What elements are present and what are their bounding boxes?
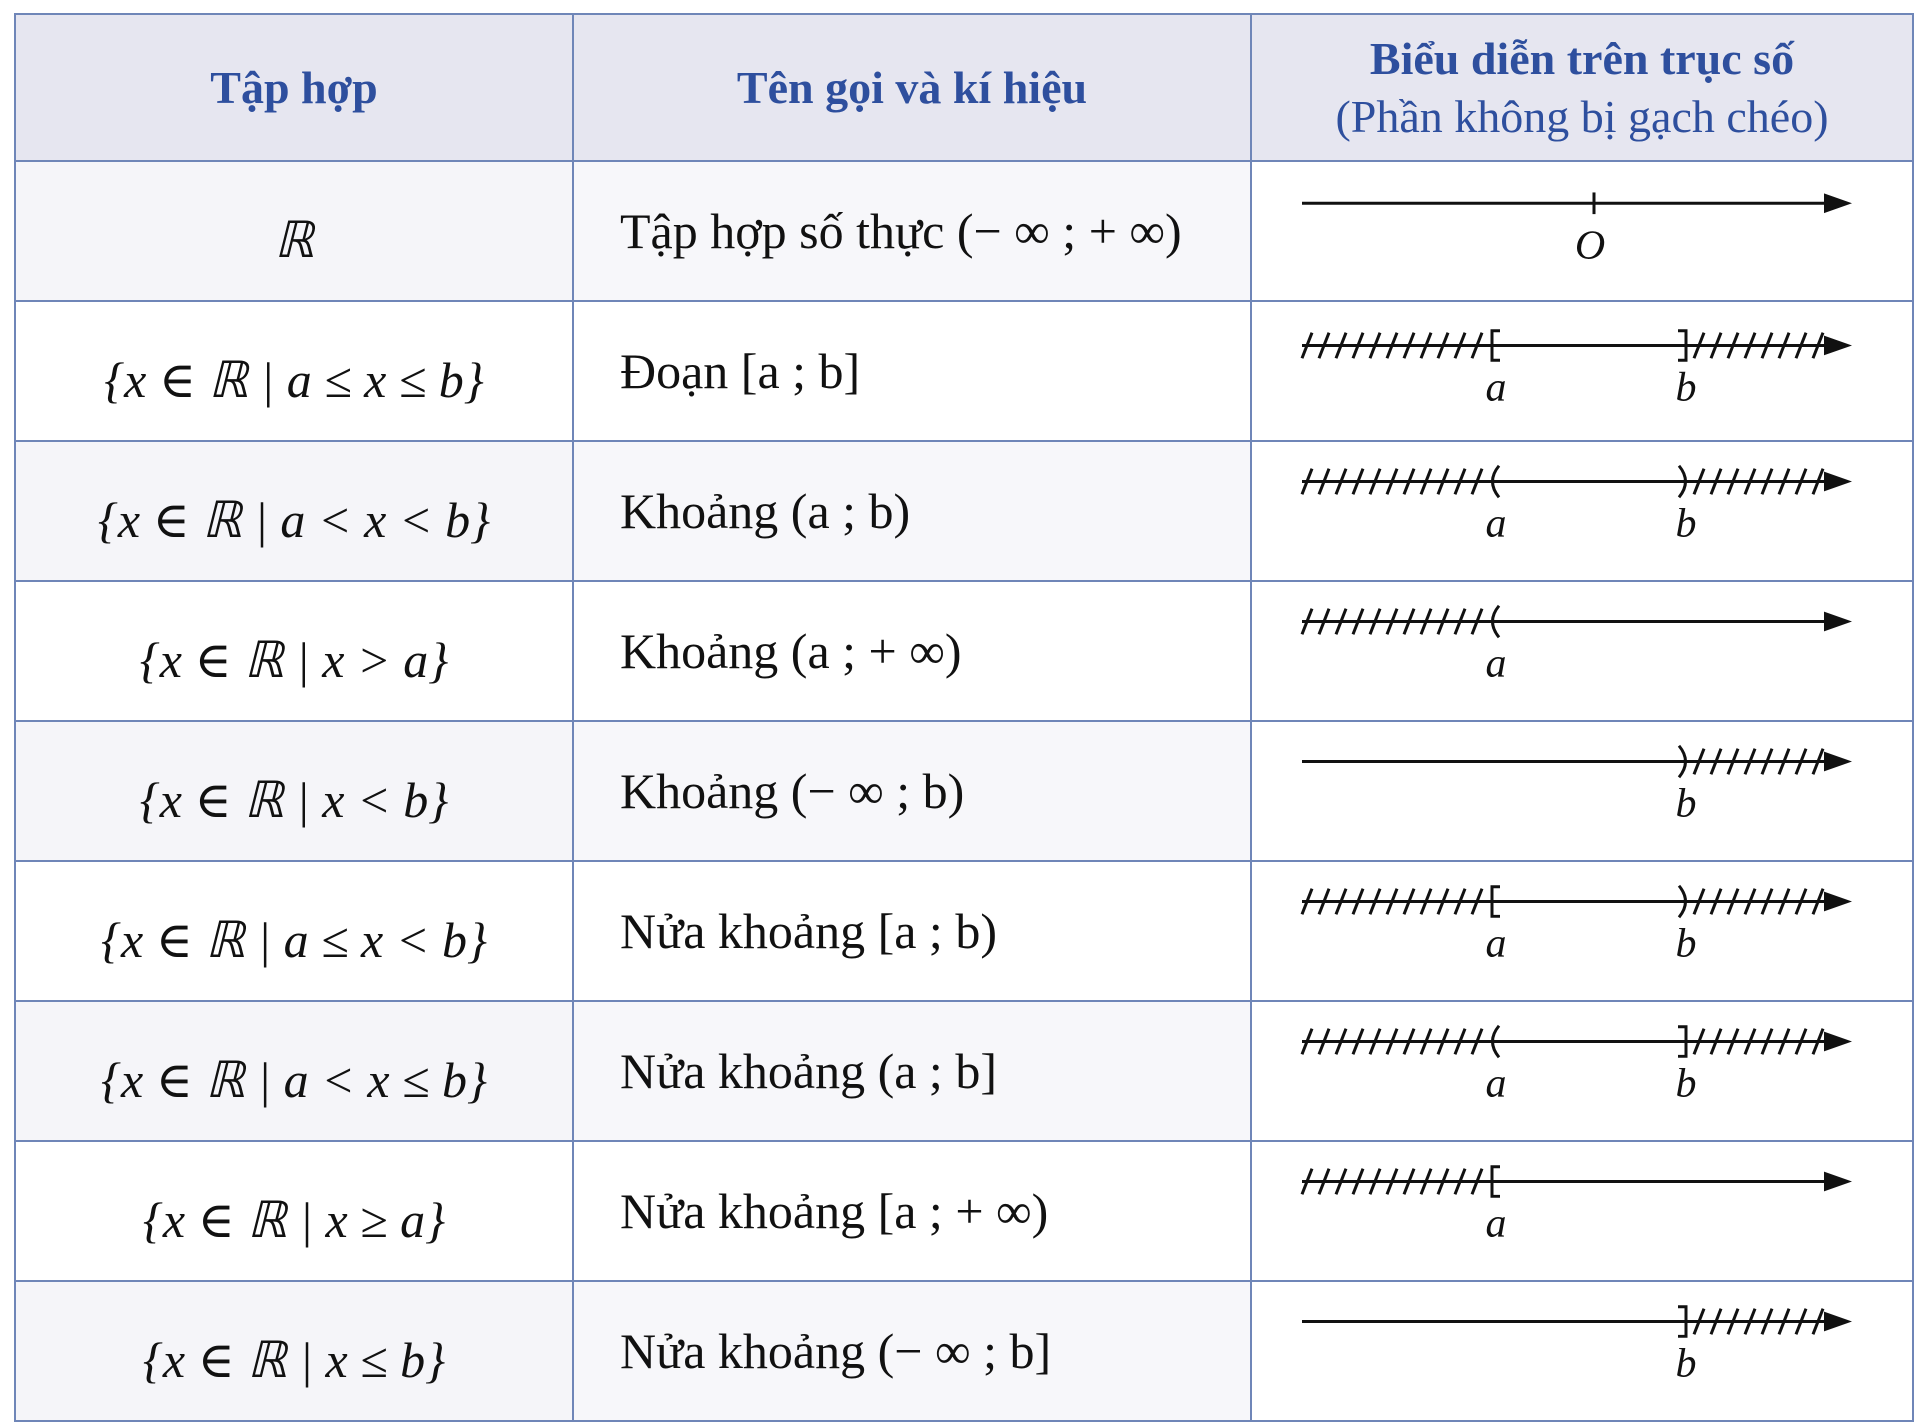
endpoint-b-label: b [1675,500,1697,547]
interval-name-cell [573,441,1251,581]
endpoint-b-label: b [1675,920,1697,967]
endpoint-a-label: a [1485,1200,1507,1247]
interval-name: Nửa khoảng (− ∞ ; b] [620,1323,1052,1379]
set-notation-cell [15,721,573,861]
endpoint-a-label: a [1485,640,1507,687]
arrow-right-icon [1824,752,1852,772]
set-notation-cell [15,1001,573,1141]
table-row [15,301,1913,441]
header-set: Tập hợp [15,14,573,161]
interval-name: Tập hợp số thực (− ∞ ; + ∞) [620,203,1182,259]
interval-name: Nửa khoảng [a ; + ∞) [620,1183,1049,1239]
set-notation-cell [15,161,573,301]
table-row [15,861,1913,1001]
interval-name-cell [573,1281,1251,1421]
number-line [1252,864,1912,998]
number-line-cell [1251,161,1913,301]
number-line [1252,444,1912,578]
arrow-right-icon [1824,1032,1852,1052]
set-notation-cell [15,301,573,441]
endpoint-b-label: b [1675,780,1697,827]
number-line [1252,1144,1912,1278]
interval-name: Khoảng (− ∞ ; b) [620,763,965,819]
set-notation: {x ∈ ℝ | x ≤ b} [142,1332,446,1388]
number-line-cell [1251,1141,1913,1281]
arrow-right-icon [1824,193,1852,213]
set-notation-cell [15,1141,573,1281]
set-notation: {x ∈ ℝ | a ≤ x ≤ b} [104,352,484,408]
arrow-right-icon [1824,472,1852,492]
endpoint-b-label: b [1675,364,1697,411]
endpoint-b-label: b [1675,1340,1697,1387]
number-line-cell [1251,441,1913,581]
interval-name-cell [573,861,1251,1001]
table-row [15,581,1913,721]
table-row [15,1001,1913,1141]
set-notation-cell [15,441,573,581]
interval-name-cell [573,1141,1251,1281]
interval-name: Nửa khoảng [a ; b) [620,903,997,959]
interval-name-cell [573,581,1251,721]
arrow-right-icon [1824,892,1852,912]
header-name: Tên gọi và kí hiệu [573,14,1251,161]
table-row [15,441,1913,581]
set-notation: {x ∈ ℝ | x > a} [139,632,449,688]
table-body [15,161,1913,1421]
endpoint-b-label: b [1675,1060,1697,1107]
interval-name: Đoạn [a ; b] [620,343,861,399]
interval-name: Khoảng (a ; b) [620,483,911,539]
table-row [15,721,1913,861]
set-notation-cell [15,1281,573,1421]
set-notation-cell [15,861,573,1001]
interval-name: Nửa khoảng (a ; b] [620,1043,997,1099]
table-row [15,1141,1913,1281]
number-line [1252,168,1912,294]
interval-name-cell [573,1001,1251,1141]
number-line [1252,1284,1912,1418]
header-row [15,14,1913,161]
table-row [15,161,1913,301]
interval-name: Khoảng (a ; + ∞) [620,623,962,679]
arrow-right-icon [1824,1172,1852,1192]
number-line-cell [1251,581,1913,721]
set-notation: {x ∈ ℝ | a ≤ x < b} [101,912,487,968]
arrow-right-icon [1824,612,1852,632]
number-line [1252,724,1912,858]
set-notation: {x ∈ ℝ | a < x ≤ b} [101,1052,487,1108]
set-notation: {x ∈ ℝ | x < b} [139,772,449,828]
arrow-right-icon [1824,1312,1852,1332]
set-notation: ℝ [274,212,314,268]
number-line-cell [1251,301,1913,441]
interval-name-cell [573,721,1251,861]
origin-label: O [1574,222,1606,269]
endpoint-a-label: a [1485,500,1507,547]
number-line-cell [1251,1001,1913,1141]
endpoint-a-label: a [1485,920,1507,967]
arrow-right-icon [1824,336,1852,356]
intervals-table [14,13,1914,1422]
number-line-cell [1251,1281,1913,1421]
set-notation: {x ∈ ℝ | a < x < b} [97,492,491,548]
endpoint-a-label: a [1485,364,1507,411]
interval-name-cell [573,161,1251,301]
endpoint-a-label: a [1485,1060,1507,1107]
header-number-line-subtitle: (Phần không bị gạch chéo) [1335,90,1829,142]
set-notation: {x ∈ ℝ | x ≥ a} [142,1192,446,1248]
header-number-line [1251,14,1913,161]
set-notation-cell [15,581,573,721]
number-line-cell [1251,721,1913,861]
number-line [1252,584,1912,718]
number-line [1252,313,1912,429]
header-number-line-title: Biểu diễn trên trục số [1369,33,1795,84]
table-row [15,1281,1913,1421]
number-line [1252,1004,1912,1138]
interval-name-cell [573,301,1251,441]
number-line-cell [1251,861,1913,1001]
